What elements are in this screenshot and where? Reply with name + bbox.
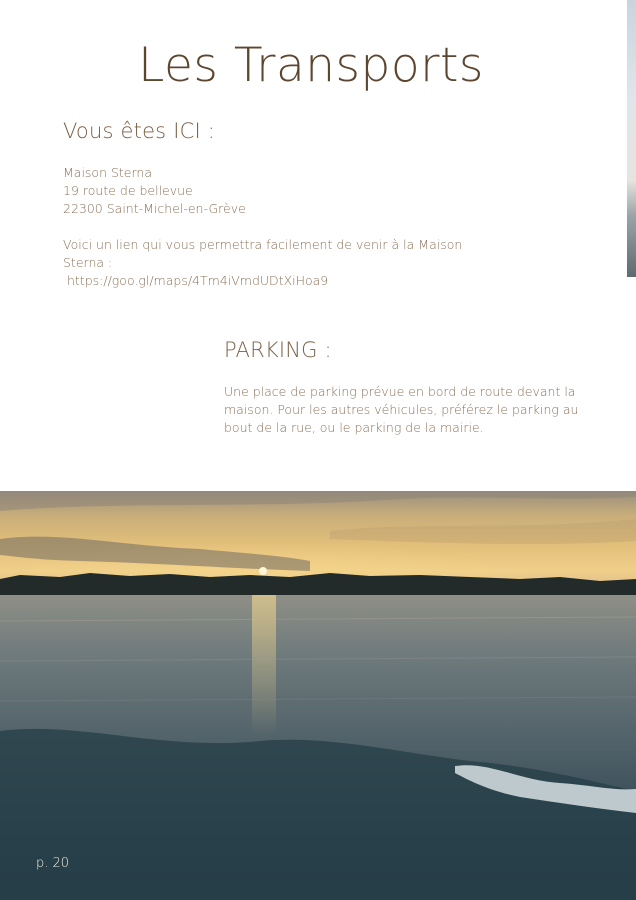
address-line: Maison Sterna [63, 165, 153, 180]
sunset-sea-illustration [0, 491, 636, 900]
edge-photo-strip [627, 0, 636, 277]
address-block [63, 164, 246, 218]
parking-heading: PARKING : [224, 338, 332, 362]
page-number: p. 20 [36, 856, 70, 871]
address-line: 19 route de bellevue [63, 183, 193, 198]
page-title: Les Transports [138, 38, 484, 93]
maps-link[interactable]: https://goo.gl/maps/4Tm4iVmdUDtXiHoa9 [67, 273, 329, 288]
link-intro-text: Voici un lien qui vous permettra facilement de venir à la Maison Sterna : [63, 237, 463, 270]
address-line: 22300 Saint-Michel-en-Grève [63, 201, 246, 216]
parking-text: Une place de parking prévue en bord de route devant la maison. Pour les autres véhicules, préférez le parking au bout de la rue, ou le parking de la mairie. [224, 384, 579, 435]
location-heading: Vous êtes ICI : [63, 119, 215, 143]
sunset-sea-photo [0, 491, 636, 900]
